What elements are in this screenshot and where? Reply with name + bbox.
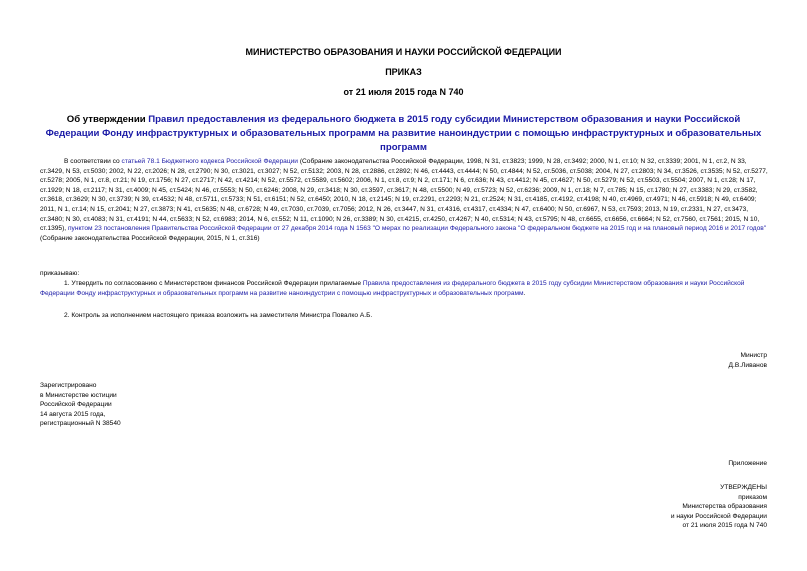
item1-text: 1. Утвердить по согласованию с Министерством финансов Российской Федерации прилагаемые [64, 280, 363, 287]
registration-line: в Министерстве юстиции [40, 391, 117, 399]
document-type: ПРИКАЗ [385, 67, 422, 77]
signature-block [729, 351, 767, 370]
government-decree-link[interactable]: пунктом 23 постановления Правительства Российской Федерации от 27 декабря 2014 года N 1563 "О мерах по реализации Федерального закона "О федеральном бюджете на 2015 год и на плановый период 2016 и 2017 годов" [67, 225, 767, 233]
title-prefix: Об утверждении [66, 114, 149, 125]
signature-position: Министр [740, 352, 767, 359]
registration-line: Зарегистрировано [40, 382, 97, 389]
registration-line: регистрационный N 38540 [40, 420, 121, 428]
approval-block [671, 483, 767, 531]
budget-code-link[interactable]: статьей 78.1 Бюджетного кодекса Российской Федерации [121, 158, 298, 165]
approval-line: Министерства образования [682, 503, 767, 511]
preamble-citations: (Собрание законодательства Российской Федерации, 1998, N 31, ст.3823; 1999, N 28, ст.3492; 2000, N 1, ст.10; N 32, ст.3339; 2001, N 1, ст.2, N 33, ст.3429, N 53, ст.5030; 2002, N 22, ст.2026; N 28, ст.2790; N 30, ст.3021, ст.3027; N 52, ст.5132; 2003, N 28, ст.2886, ст.2892; N 46, ст.4443, ст.4444; N 50, ст.4844; N 52, ст.5036, ст.5038; 2004, N 27, ст.2803; N 34, ст.3526, ст.3535; N 52, ст.5277, ст.5278; 2005, N 1, ст.8, ст.21; N 19, ст.1756; N 27, ст.2717; N 42, ст.4214; N 52, ст.5572, ст.5589, ст.5602; 2006, N 1, ст.8, ст.9; N 2, ст.171; N 6, ст.636; N 43, ст.4412; N 45, ст.4627; N 50, ст.5279; N 52, ст.5503, ст.5504; 2007, N 1, ст.28; N 17, ст.1929; N 18, ст.2117; N 31, ст.4009; N 45, ст.5424; N 46, ст.5553; N 50, ст.6246; 2008, N 29, ст.3418; N 30, ст.3597, ст.3617; N 48, ст.5500; N 49, ст.5723; N 52, ст.6236; 2009, N 1, ст.18; N 7, ст.785; N 15, ст.1780; N 27, ст.3383; N 29, ст.3582, ст.3618, ст.3629; N 30, ст.3739; N 39, ст.4532; N 48, ст.5711, ст.5733; N 51, ст.6151; N 52, ст.6450; 2010, N 18, ст.2145; N 19, ст.2291, ст.2293; N 21, ст.2524; N 31, ст.4185, ст.4192, ст.4198; N 40, ст.4969, ст.4971; N 46, ст.5918; N 49, ст.6409; 2011, N 1, ст.14; N 15, ст.2041; N 27, ст.3873; N 41, ст.5635; N 48, ст.6728; N 49, ст.7030, ст.7039, ст.7056; 2012, N 26, ст.3447, N 31, ст.4316, ст.4317, ст.4334; N 47, ст.6400; N 50, ст.6967, N 53, ст.7593; 2013, N 19, ст.2331, N 27, ст.3473, ст.3480; N 30, ст.4083; N 31, ст.4191; N 44, ст.5633; N 52, ст.6983; 2014, N 6, ст.552; N 11, ст.1090; N 26, ст.3389; N 30, ст.4215, ст.4250, ст.4267; N 40, ст.5314; N 43, ст.5795; N 48, ст.6655, ст.6656, ст.6664; N 52, ст.7560, ст.7561; 2015, N 10, ст.1395), [40, 158, 768, 233]
orders-word: приказываю: [40, 270, 80, 277]
ministry-heading: МИНИСТЕРСТВО ОБРАЗОВАНИЯ И НАУКИ РОССИЙСКОЙ ФЕДЕРАЦИИ [245, 47, 562, 57]
title-link[interactable]: Правил предоставления из федерального бюджета в 2015 году субсидии Министерством образования и науки Российской Федерации Фонду инфраструктурных и образовательных программ на развитие наноиндустрии с помощью инфраструктурных и образовательных программ [45, 114, 762, 153]
item1-end: . [523, 289, 526, 297]
rules-link[interactable]: Правила предоставления из федерального бюджета в 2015 году субсидии Министерством образования и науки Российской Федерации Фонду инфраструктурных и образовательных программ на развитие наноиндустрии с помощью инфраструктурных и образовательных программ [40, 280, 745, 297]
registration-line: Российской Федерации [40, 401, 112, 409]
registration-line: 14 августа 2015 года, [40, 410, 106, 418]
document-date-number: от 21 июля 2015 года N 740 [343, 87, 464, 97]
preamble-source: (Собрание законодательства Российской Федерации, 2015, N 1, ст.316) [40, 234, 260, 242]
approval-line: УТВЕРЖДЕНЫ [720, 484, 767, 491]
preamble-intro: В соответствии со [64, 158, 122, 165]
signature-name: Д.В.Ливанов [728, 361, 767, 369]
approval-line: от 21 июля 2015 года N 740 [682, 522, 767, 530]
approval-line: приказом [738, 493, 767, 501]
document-title [40, 113, 767, 155]
registration-block [40, 381, 121, 429]
approval-line: и науки Российской Федерации [670, 512, 767, 520]
order-item-1 [40, 279, 770, 298]
preamble-paragraph [40, 157, 770, 243]
appendix-label: Приложение [728, 460, 767, 467]
order-item-2: 2. Контроль за исполнением настоящего приказа возложить на заместителя Министра Повалко А.Б. [64, 312, 373, 319]
